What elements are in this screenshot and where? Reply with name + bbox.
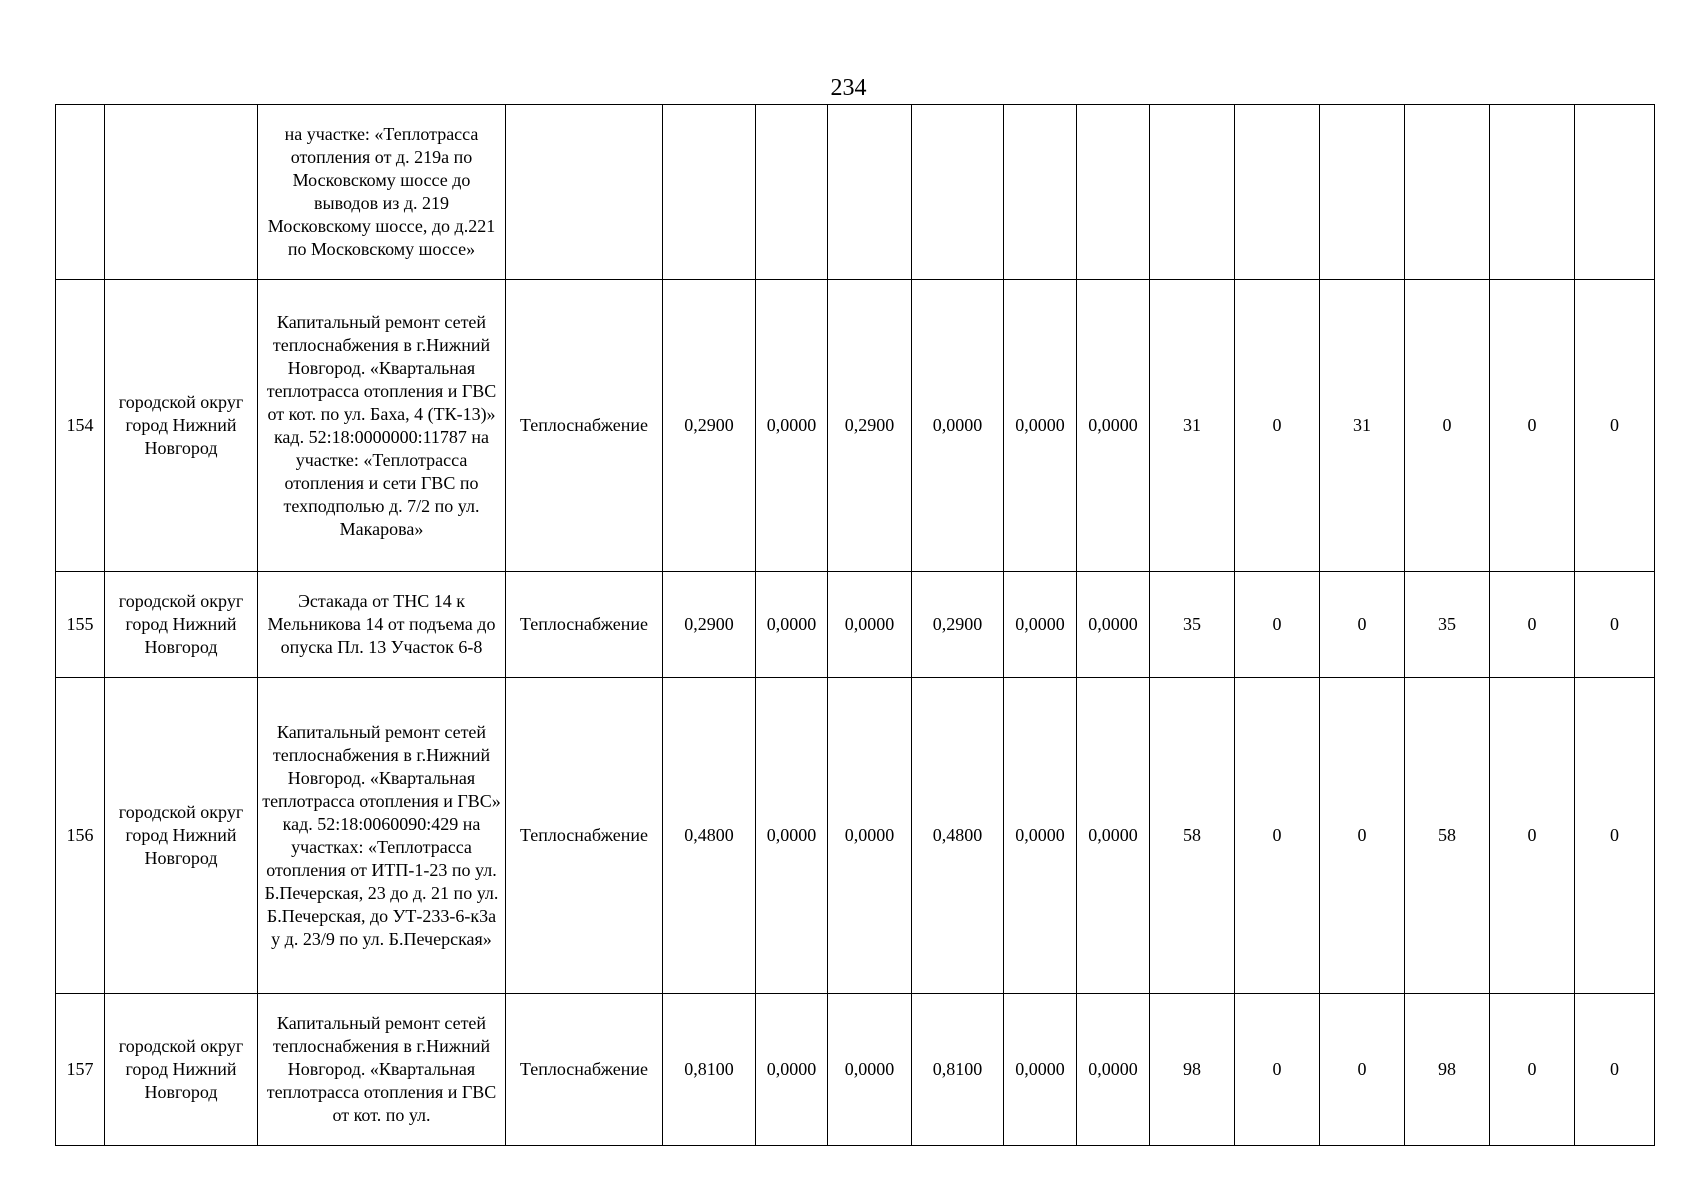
type-cell: Теплоснабжение (506, 678, 663, 994)
value-cell: 0,0000 (1004, 572, 1077, 678)
value-cell: 0 (1490, 572, 1575, 678)
table-row (56, 994, 1655, 1146)
table-row (56, 280, 1655, 572)
value-cell: 0 (1235, 280, 1320, 572)
value-cell: 31 (1150, 280, 1235, 572)
description-cell: Эстакада от ТНС 14 к Мельникова 14 от подъема до опуска Пл. 13 Участок 6-8 (258, 572, 506, 678)
value-cell (912, 105, 1004, 280)
value-cell: 0,0000 (756, 280, 828, 572)
row-number-cell: 154 (56, 280, 105, 572)
value-cell: 0,0000 (1004, 678, 1077, 994)
value-cell (828, 105, 912, 280)
value-cell: 35 (1150, 572, 1235, 678)
value-cell: 0,4800 (663, 678, 756, 994)
type-cell: Теплоснабжение (506, 572, 663, 678)
value-cell: 0 (1235, 572, 1320, 678)
value-cell: 0 (1490, 280, 1575, 572)
value-cell: 0,0000 (828, 994, 912, 1146)
value-cell: 0,0000 (912, 280, 1004, 572)
value-cell: 98 (1405, 994, 1490, 1146)
row-number-cell: 157 (56, 994, 105, 1146)
value-cell: 0,0000 (1004, 280, 1077, 572)
data-table (55, 104, 1655, 1146)
value-cell: 58 (1150, 678, 1235, 994)
value-cell: 0,4800 (912, 678, 1004, 994)
value-cell: 98 (1150, 994, 1235, 1146)
value-cell: 0,0000 (828, 572, 912, 678)
value-cell: 0 (1575, 994, 1655, 1146)
description-cell: Капитальный ремонт сетей теплоснабжения в г.Нижний Новгород. «Квартальная теплотрасса отопления и ГВС от кот. по ул. Баха, 4 (ТК-13)» кад. 52:18:0000000:11787 на участке: «Теплотрасса отопления и сети ГВС по техподполью д. 7/2 по ул. Макарова» (258, 280, 506, 572)
value-cell: 0,0000 (756, 678, 828, 994)
value-cell: 0 (1235, 994, 1320, 1146)
value-cell: 0 (1320, 678, 1405, 994)
table-row (56, 572, 1655, 678)
value-cell (1004, 105, 1077, 280)
value-cell: 0 (1575, 678, 1655, 994)
municipality-cell: городской округ город Нижний Новгород (105, 280, 258, 572)
description-cell: на участке: «Теплотрасса отопления от д. 219а по Московскому шоссе до выводов из д. 219 Московскому шоссе, до д.221 по Московскому шоссе» (258, 105, 506, 280)
value-cell (1077, 105, 1150, 280)
row-number-cell: 155 (56, 572, 105, 678)
value-cell: 0 (1235, 678, 1320, 994)
value-cell: 0 (1575, 280, 1655, 572)
value-cell: 0,2900 (828, 280, 912, 572)
value-cell: 0,0000 (1077, 572, 1150, 678)
row-number-cell (56, 105, 105, 280)
type-cell: Теплоснабжение (506, 994, 663, 1146)
value-cell: 0,0000 (1004, 994, 1077, 1146)
value-cell: 31 (1320, 280, 1405, 572)
value-cell (1150, 105, 1235, 280)
value-cell: 0,2900 (912, 572, 1004, 678)
value-cell: 0,0000 (1077, 678, 1150, 994)
page-number: 234 (830, 75, 867, 101)
value-cell: 0,8100 (912, 994, 1004, 1146)
description-cell: Капитальный ремонт сетей теплоснабжения в г.Нижний Новгород. «Квартальная теплотрасса отопления и ГВС» кад. 52:18:0060090:429 на участках: «Теплотрасса отопления от ИТП-1-23 по ул. Б.Печерская, 23 до д. 21 по ул. Б.Печерская, до УТ-233-6-к3а у д. 23/9 по ул. Б.Печерская» (258, 678, 506, 994)
value-cell: 0,0000 (1077, 994, 1150, 1146)
description-cell: Капитальный ремонт сетей теплоснабжения в г.Нижний Новгород. «Квартальная теплотрасса отопления и ГВС от кот. по ул. (258, 994, 506, 1146)
value-cell: 0 (1320, 572, 1405, 678)
value-cell: 0 (1405, 280, 1490, 572)
value-cell: 58 (1405, 678, 1490, 994)
municipality-cell (105, 105, 258, 280)
value-cell: 0,2900 (663, 280, 756, 572)
value-cell: 0 (1575, 572, 1655, 678)
value-cell: 0,8100 (663, 994, 756, 1146)
value-cell (1490, 105, 1575, 280)
value-cell: 0,0000 (756, 572, 828, 678)
value-cell: 0,0000 (828, 678, 912, 994)
value-cell: 0,0000 (1077, 280, 1150, 572)
type-cell: Теплоснабжение (506, 280, 663, 572)
value-cell: 0,0000 (756, 994, 828, 1146)
table-row (56, 105, 1655, 280)
municipality-cell: городской округ город Нижний Новгород (105, 572, 258, 678)
municipality-cell: городской округ город Нижний Новгород (105, 678, 258, 994)
value-cell: 0 (1320, 994, 1405, 1146)
value-cell (1320, 105, 1405, 280)
value-cell: 0 (1490, 994, 1575, 1146)
value-cell (1235, 105, 1320, 280)
municipality-cell: городской округ город Нижний Новгород (105, 994, 258, 1146)
value-cell (756, 105, 828, 280)
type-cell (506, 105, 663, 280)
value-cell: 0 (1490, 678, 1575, 994)
value-cell: 0,2900 (663, 572, 756, 678)
value-cell (1405, 105, 1490, 280)
row-number-cell: 156 (56, 678, 105, 994)
table-row (56, 678, 1655, 994)
value-cell: 35 (1405, 572, 1490, 678)
value-cell (1575, 105, 1655, 280)
value-cell (663, 105, 756, 280)
